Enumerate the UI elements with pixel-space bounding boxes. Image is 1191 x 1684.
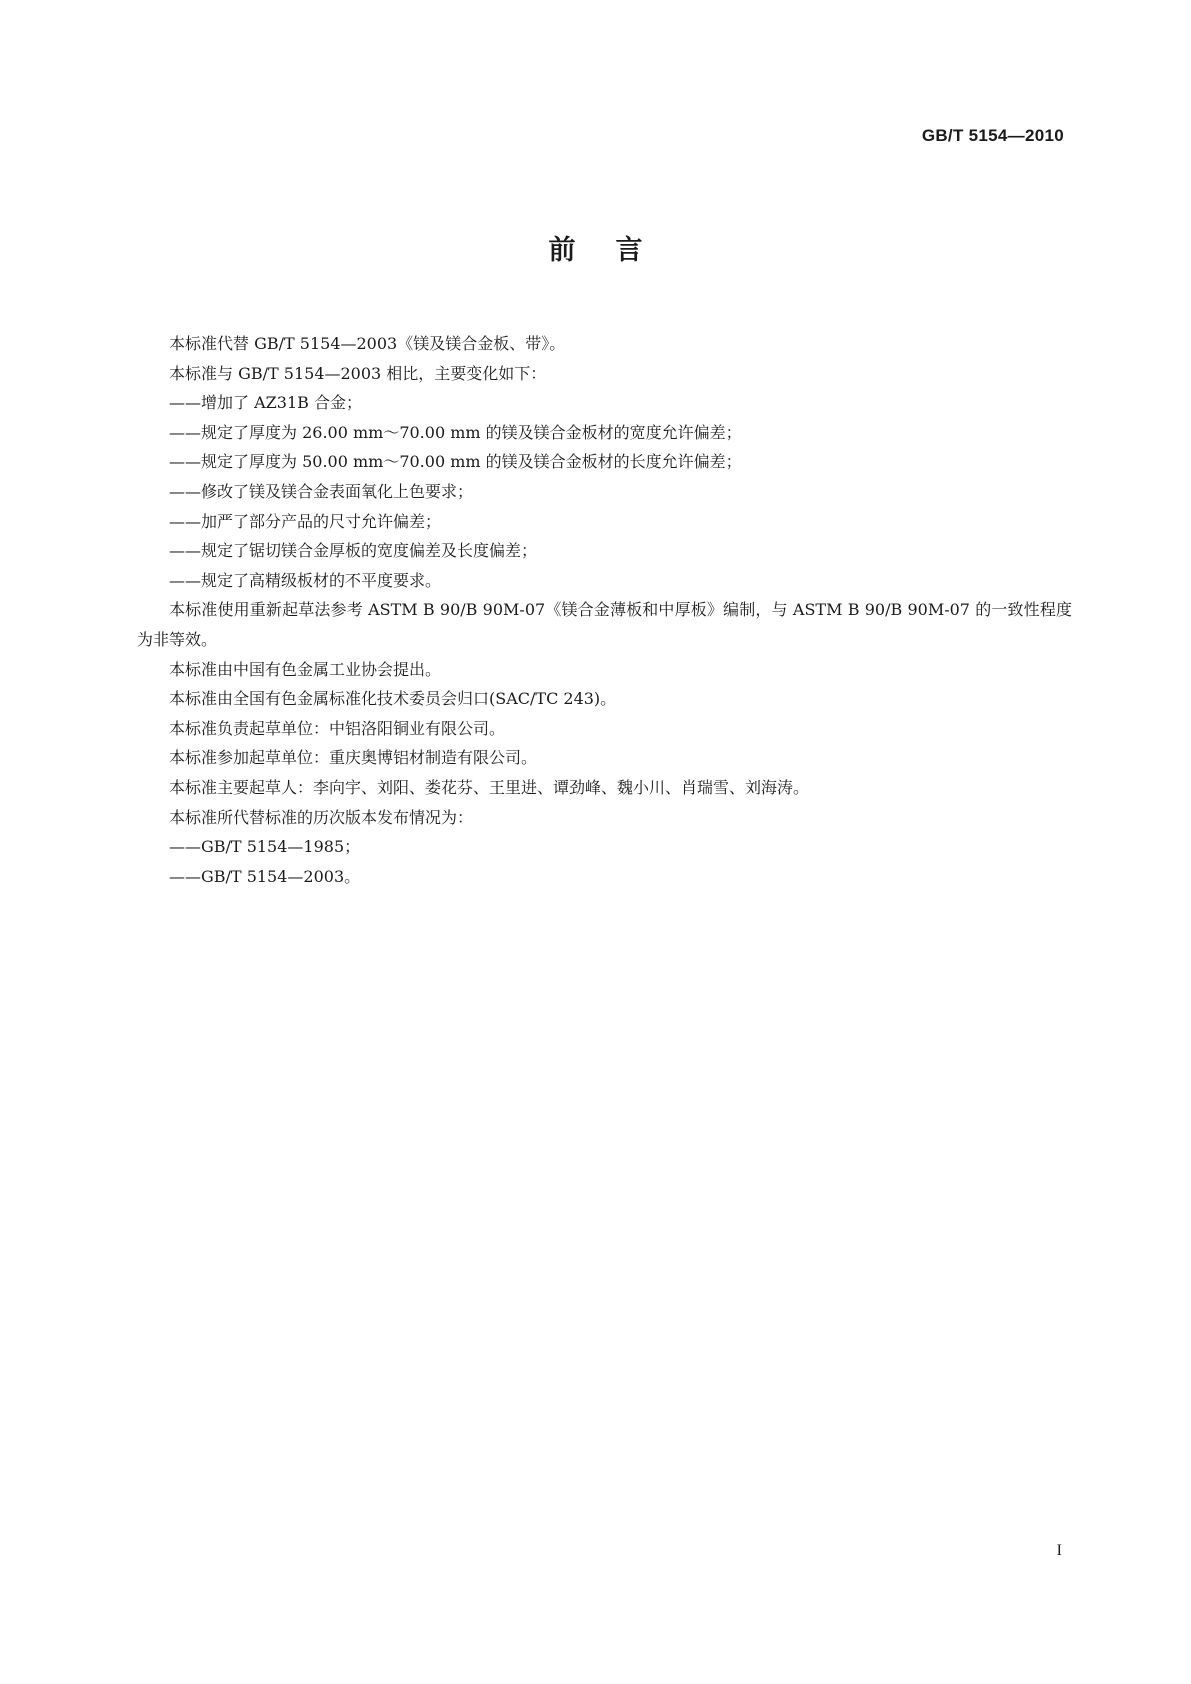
change-item: ——增加了 AZ31B 合金；	[169, 393, 362, 413]
paragraph-changes-intro: 本标准与 GB/T 5154—2003 相比，主要变化如下：	[169, 363, 547, 383]
paragraph-replaces: 本标准代替 GB/T 5154—2003《镁及镁合金板、带》。	[169, 334, 566, 353]
change-item: ——规定了锯切镁合金厚板的宽度偏差及长度偏差；	[169, 541, 538, 561]
paragraph-centralized-by: 本标准由全国有色金属标准化技术委员会归口(SAC/TC 243)。	[169, 689, 617, 709]
standard-code: GB/T 5154—2010	[921, 126, 1064, 145]
paragraph-drafters: 本标准主要起草人：李向宇、刘阳、娄花芬、王里进、谭劲峰、魏小川、肖瑞雪、刘海涛。	[169, 777, 810, 797]
change-item: ——规定了高精级板材的不平度要求。	[169, 570, 442, 590]
paragraph-history-intro: 本标准所代替标准的历次版本发布情况为：	[169, 807, 474, 827]
page-title: 前言	[548, 235, 683, 266]
history-item: ——GB/T 5154—1985；	[169, 837, 361, 857]
paragraph-responsible-unit: 本标准负责起草单位：中铝洛阳铜业有限公司。	[169, 718, 506, 738]
change-item: ——修改了镁及镁合金表面氧化上色要求；	[169, 481, 474, 501]
page-number: I	[1056, 1542, 1062, 1559]
history-item: ——GB/T 5154—2003。	[169, 866, 361, 886]
paragraph-reference: 本标准使用重新起草法参考 ASTM B 90/B 90M-07《镁合金薄板和中厚板》编制，与 ASTM B 90/B 90M-07 的一致性程度为非等效。	[137, 600, 1072, 649]
change-item: ——加严了部分产品的尺寸允许偏差；	[169, 511, 442, 531]
change-item: ——规定了厚度为 26.00 mm～70.00 mm 的镁及镁合金板材的宽度允许偏差；	[169, 422, 742, 442]
paragraph-participating-unit: 本标准参加起草单位：重庆奥博铝材制造有限公司。	[169, 748, 538, 768]
paragraph-proposed-by: 本标准由中国有色金属工业协会提出。	[169, 659, 442, 679]
foreword-body	[137, 329, 1072, 891]
change-item: ——规定了厚度为 50.00 mm～70.00 mm 的镁及镁合金板材的长度允许偏差；	[169, 452, 742, 472]
